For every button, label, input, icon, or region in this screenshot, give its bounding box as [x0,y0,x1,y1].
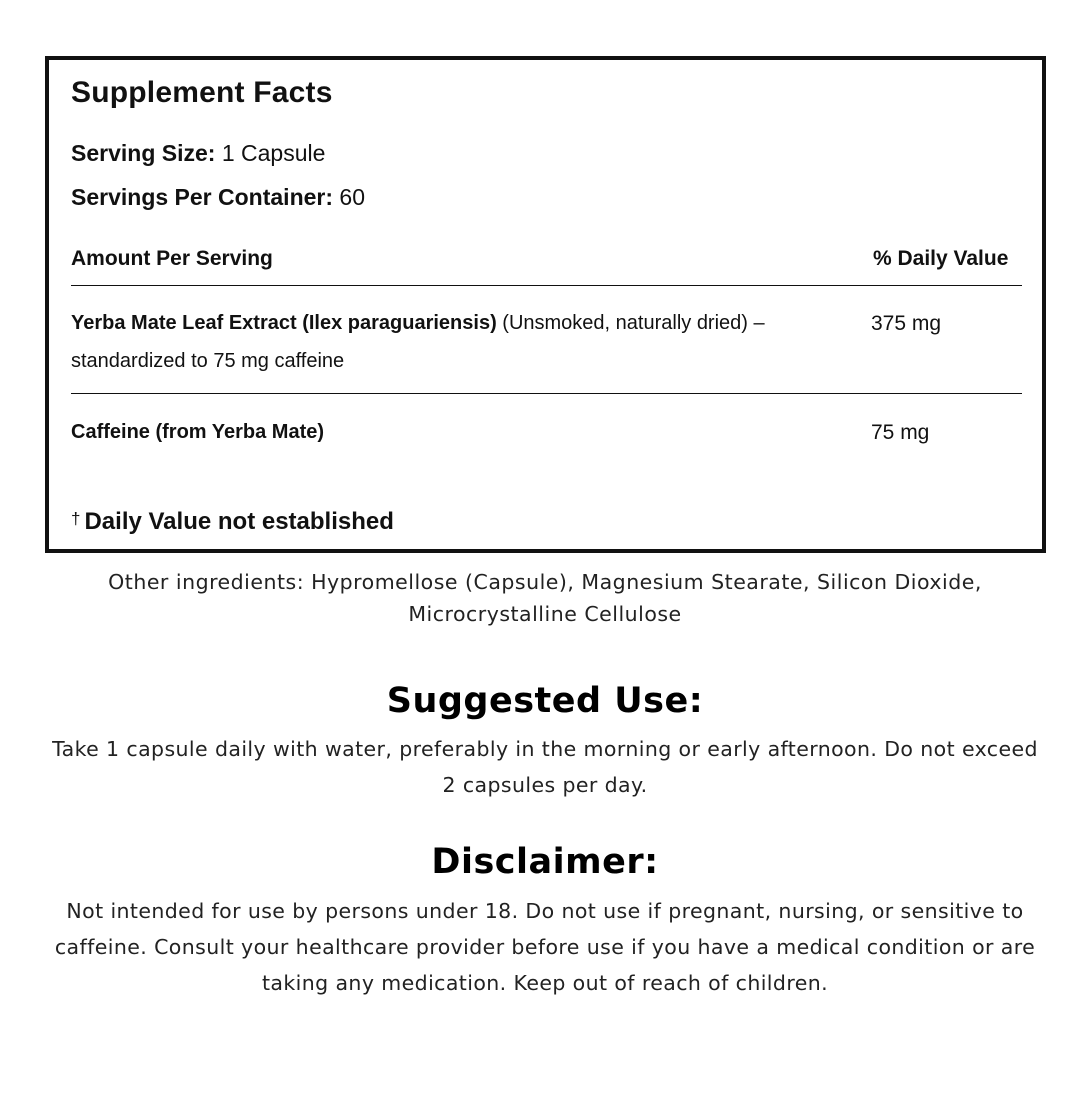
supplement-facts-content [71,60,1022,549]
ingredient-amount: 75 mg [871,421,930,444]
disclaimer-text: Not intended for use by persons under 18. Do not use if pregnant, nursing, or sensitive to caffeine. Consult your healthcare provider before use if you have a medical condition or are taking any medication. Keep out of reach of children. [54,899,1036,995]
ingredient-row-yerba-mate [71,304,841,380]
servings-per-container-label: Servings Per Container: [71,184,334,210]
daily-value-header: % Daily Value [873,247,1009,270]
footnote-text: Daily Value not established [84,508,394,535]
ingredient-name: Yerba Mate Leaf Extract (Ilex paraguariensis) [71,312,497,334]
serving-size-label: Serving Size: [71,140,216,166]
serving-size-value: 1 Capsule [221,140,326,166]
disclaimer-heading: Disclaimer: [431,842,659,882]
supplement-facts-panel [45,56,1046,553]
servings-per-container [71,184,365,211]
other-ingredients: Other ingredients: Hypromellose (Capsule), Magnesium Stearate, Silicon Dioxide, Microcrystalline Cellulose [108,570,982,626]
serving-size [71,140,325,167]
ingredient-row-caffeine [71,413,841,451]
suggested-use-text: Take 1 capsule daily with water, preferably in the morning or early afternoon. Do not exceed 2 capsules per day. [52,737,1038,797]
suggested-use-heading: Suggested Use: [386,681,704,721]
daily-value-footnote [71,508,394,536]
ingredient-detail: (Unsmoked, naturally dried) – standardized to 75 mg caffeine [71,312,765,372]
amount-per-serving-header: Amount Per Serving [71,247,273,270]
header-divider [71,285,1022,286]
dagger-symbol: † [71,509,81,528]
ingredient-name: Caffeine (from Yerba Mate) [71,421,325,443]
row-divider [71,393,1022,394]
servings-per-container-value: 60 [339,184,366,210]
ingredient-amount: 375 mg [871,312,942,335]
supplement-facts-title: Supplement Facts [71,76,333,109]
